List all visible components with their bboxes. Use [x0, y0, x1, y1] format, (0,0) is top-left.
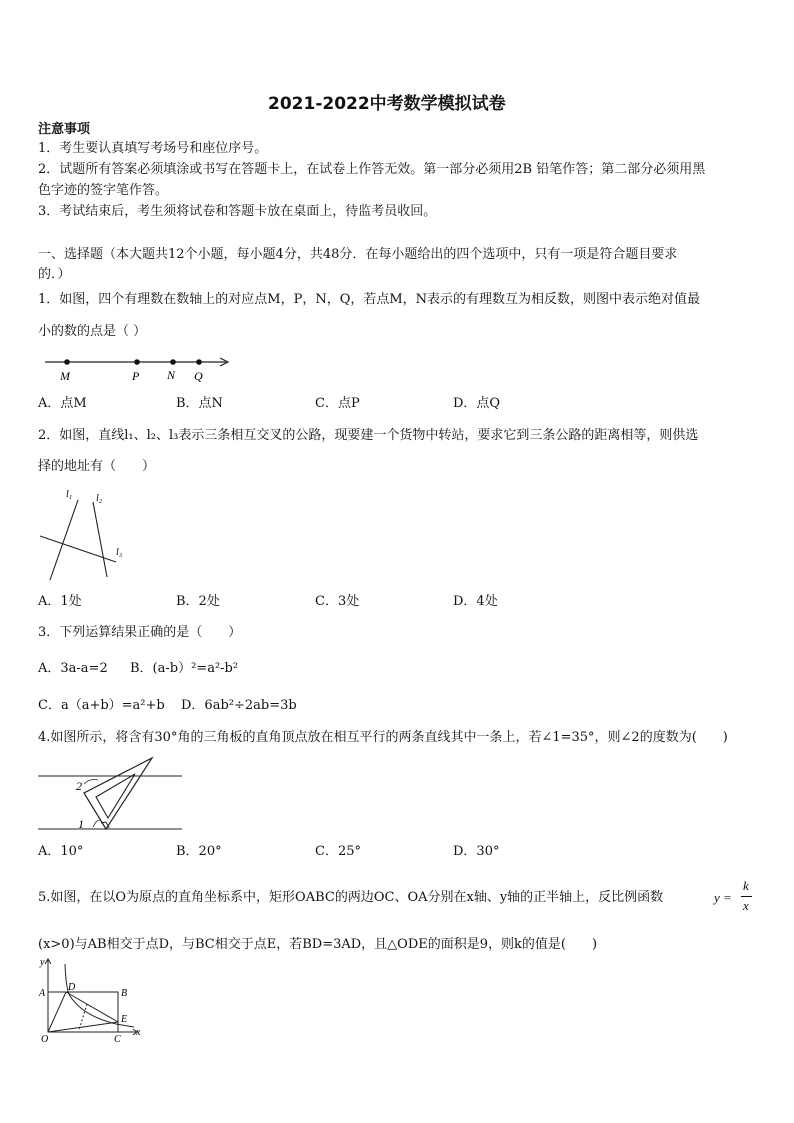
q2-option-c[interactable]: C．3处 [315, 594, 360, 609]
q5-formula [714, 878, 754, 916]
q1-option-c[interactable]: C．点P [315, 396, 360, 411]
q4-option-d[interactable]: D．30° [453, 844, 500, 859]
formula-bar [741, 896, 752, 897]
angle-2-arc [84, 780, 98, 785]
q2-option-d[interactable]: D．4处 [453, 594, 498, 609]
q4-stem: 4.如图所示，将含有30°角的三角板的直角顶点放在相互平行的两条直线其中一条上，若∠1=35°，则∠2的度数为( ) [38, 730, 728, 745]
segment-de [66, 992, 118, 1022]
q2-stem: 2．如图，直线l₁、l₂、l₃表示三条相互交叉的公路，现要建一个货物中转站，要求它到三条公路的距离相等，则供选 [38, 428, 699, 443]
notice-item-2: 2．试题所有答案必须填涂或书写在答题卡上，在试卷上作答无效。第一部分必须用2B 铅笔作答；第二部分必须用黑 [38, 162, 706, 177]
label-p: P [132, 369, 140, 383]
q1-stem-cont: 小的数的点是（ ） [38, 324, 147, 339]
label-d: D [68, 982, 76, 993]
label-m: M [60, 369, 70, 383]
q3-option-a[interactable]: A．3a-a=2 [38, 661, 108, 676]
q1-stem: 1．如图，四个有理数在数轴上的对应点M，P，N，Q，若点M，N表示的有理数互为相反数，则图中表示绝对值最 [38, 292, 701, 307]
q4-option-c[interactable]: C．25° [315, 844, 361, 859]
q2-stem-cont: 择的地址有（ ） [38, 459, 156, 474]
segment-od [48, 992, 66, 1032]
point-q [196, 359, 202, 365]
notice-heading: 注意事项 [38, 122, 91, 137]
section-heading: 一、选择题（本大题共12个小题，每小题4分，共48分．在每小题给出的四个选项中，只有一项是符合题目要求 [38, 247, 678, 262]
label-l1: l₁ [66, 489, 73, 500]
formula-numerator: k [743, 878, 749, 893]
q3-option-b[interactable]: B．(a-b）²=a²-b² [130, 661, 239, 676]
label-x: x [136, 1027, 141, 1038]
label-b: B [121, 988, 128, 999]
line-l3 [40, 536, 116, 562]
q2-option-b[interactable]: B．2处 [176, 594, 220, 609]
line-l2 [93, 502, 107, 577]
label-y: y [40, 957, 45, 968]
notice-item-2-cont: 色字迹的签字笔作答。 [38, 183, 169, 198]
page-title: 2021-2022中考数学模拟试卷 [268, 94, 506, 114]
angle-1-arc [93, 820, 100, 827]
label-q: Q [194, 369, 203, 383]
q5-stem-cont: (x>0)与AB相交于点D，与BC相交于点E，若BD=3AD，且△ODE的面积是9，则k的值是( ) [38, 937, 598, 952]
point-n [170, 359, 176, 365]
q1-option-d[interactable]: D．点Q [453, 396, 501, 411]
q1-option-b[interactable]: B．点N [176, 396, 223, 411]
triangle-outer [84, 758, 152, 829]
rectangle-oabc [48, 992, 118, 1032]
point-p [134, 359, 140, 365]
label-angle-2: 2 [76, 779, 82, 793]
point-m [64, 359, 70, 365]
q3-option-c[interactable]: C．a（a+b）=a²+b [38, 698, 165, 713]
triangle-ruler-figure [38, 754, 188, 834]
line-l1 [50, 500, 78, 580]
coordinate-figure [38, 956, 148, 1048]
label-n: N [167, 368, 176, 382]
number-line-figure [40, 350, 240, 386]
q5-stem: 5.如图，在以O为原点的直角坐标系中，矩形OABC的两边OC、OA分别在x轴、y轴的正半轴上，反比例函数 [38, 890, 664, 905]
q3-stem: 3．下列运算结果正确的是（ ） [38, 625, 242, 640]
q3-option-d[interactable]: D．6ab²÷2ab=3b [181, 698, 297, 713]
label-l3: l₃ [116, 547, 123, 558]
label-l2: l₂ [96, 493, 103, 504]
section-heading-cont: 的．） [38, 267, 71, 282]
label-c: C [114, 1034, 121, 1045]
formula-y: y = [714, 890, 732, 905]
notice-item-1: 1．考生要认真填写考场号和座位序号。 [38, 141, 268, 156]
q4-option-a[interactable]: A．10° [38, 844, 84, 859]
three-lines-figure [38, 484, 138, 584]
label-e: E [121, 1014, 128, 1025]
notice-item-3: 3．考试结束后，考生须将试卷和答题卡放在桌面上，待监考员收回。 [38, 204, 437, 219]
formula-denominator: x [743, 898, 749, 913]
triangle-inner [96, 774, 135, 818]
label-a: A [39, 988, 46, 999]
segment-oe [48, 1022, 118, 1032]
q2-option-a[interactable]: A．1处 [38, 594, 82, 609]
label-angle-1: 1 [78, 817, 84, 831]
q4-option-b[interactable]: B．20° [176, 844, 222, 859]
q1-option-a[interactable]: A．点M [38, 396, 87, 411]
label-o: O [41, 1034, 49, 1045]
